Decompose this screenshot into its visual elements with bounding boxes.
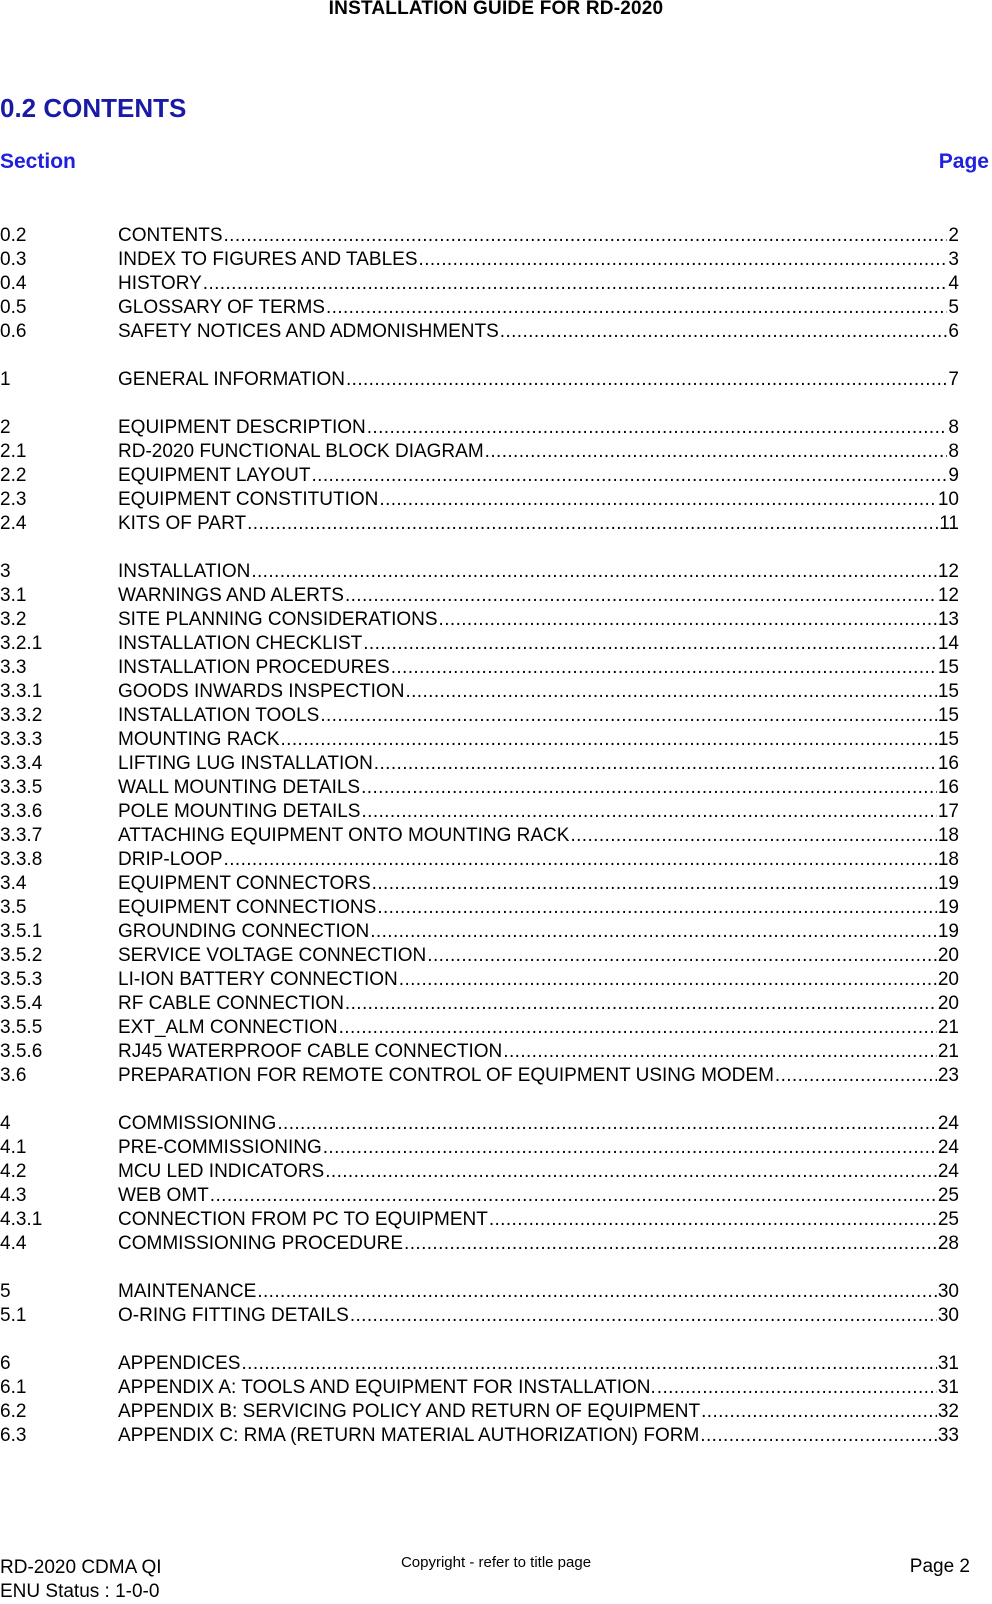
toc-entry-page: 19 <box>937 921 959 942</box>
toc-dot-leader <box>657 1376 937 1400</box>
toc-entry-page: 19 <box>937 873 959 894</box>
toc-entry-page: 24 <box>937 1137 959 1158</box>
toc-entry-number: 3.3.1 <box>0 681 43 702</box>
toc-entry-number: 3.2.1 <box>0 633 43 654</box>
toc-entry-page: 31 <box>937 1353 959 1374</box>
toc-entry[interactable] <box>0 1016 959 1040</box>
toc-dot-leader <box>224 848 937 872</box>
toc-entry[interactable] <box>0 416 959 440</box>
toc-entry-title: RF CABLE CONNECTION <box>118 993 344 1014</box>
toc-entry-page: 30 <box>937 1305 959 1326</box>
toc-dot-leader <box>485 440 948 464</box>
toc-entry-title: INSTALLATION <box>118 561 251 582</box>
toc-entry[interactable] <box>0 512 959 536</box>
toc-entry-page: 23 <box>937 1065 959 1086</box>
toc-entry-number: 6.3 <box>0 1425 27 1446</box>
toc-entry-title: O-RING FITTING DETAILS <box>118 1305 349 1326</box>
toc-entry-number: 3.5.6 <box>0 1041 43 1062</box>
toc-entry-title: RD-2020 FUNCTIONAL BLOCK DIAGRAM <box>118 441 484 462</box>
toc-entry-number: 5 <box>0 1281 11 1302</box>
toc-entry[interactable] <box>0 1400 959 1424</box>
toc-entry-title: APPENDIX A: TOOLS AND EQUIPMENT FOR INSTALLATION. <box>118 1377 656 1398</box>
toc-entry-title: COMMISSIONING PROCEDURE <box>118 1233 404 1254</box>
toc-entry-title: MAINTENANCE <box>118 1281 257 1302</box>
toc-entry-title: EQUIPMENT CONNECTORS <box>118 873 371 894</box>
toc-dot-leader <box>503 1040 937 1064</box>
toc-entry[interactable] <box>0 440 959 464</box>
toc-entry[interactable] <box>0 272 959 296</box>
toc-dot-leader <box>379 488 936 512</box>
toc-dot-leader <box>312 464 948 488</box>
toc-entry-title: EQUIPMENT DESCRIPTION <box>118 417 366 438</box>
toc-entry-page: 31 <box>937 1377 959 1398</box>
toc-dot-leader <box>775 1064 937 1088</box>
toc-entry-page: 12 <box>937 561 959 582</box>
toc-entry-page: 7 <box>948 369 959 390</box>
toc-dot-leader <box>404 1232 937 1256</box>
toc-entry[interactable] <box>0 1304 959 1328</box>
toc-entry[interactable] <box>0 488 959 512</box>
toc-entry-page: 11 <box>939 513 959 534</box>
toc-entry[interactable] <box>0 872 959 896</box>
toc-entry[interactable] <box>0 320 959 344</box>
toc-dot-leader <box>367 416 948 440</box>
toc-entry-number: 3.1 <box>0 585 27 606</box>
toc-entry-number: 3.3.6 <box>0 801 43 822</box>
page-title: 0.2 CONTENTS <box>0 93 187 123</box>
toc-entry-page: 24 <box>937 1161 959 1182</box>
toc-entry-page: 16 <box>937 753 959 774</box>
toc-entry[interactable] <box>0 296 959 320</box>
toc-entry[interactable] <box>0 656 959 680</box>
toc-dot-leader <box>210 1184 937 1208</box>
toc-entry-number: 6.2 <box>0 1401 27 1422</box>
toc-dot-leader <box>363 632 937 656</box>
toc-entry-number: 0.2 <box>0 225 27 246</box>
toc-entry-page: 5 <box>948 297 959 318</box>
toc-entry-title: DRIP-LOOP <box>118 849 223 870</box>
toc-dot-leader <box>339 1016 937 1040</box>
toc-entry-title: WEB OMT <box>118 1185 209 1206</box>
toc-entry-page: 6 <box>948 321 959 342</box>
toc-entry-page: 15 <box>937 705 959 726</box>
toc-entry-page: 25 <box>937 1209 959 1230</box>
toc-dot-leader <box>439 608 937 632</box>
toc-entry-number: 1 <box>0 369 11 390</box>
toc-entry[interactable] <box>0 1424 959 1448</box>
toc-entry-title: RJ45 WATERPROOF CABLE CONNECTION <box>118 1041 503 1062</box>
toc-dot-leader <box>325 1160 937 1184</box>
toc-entry-title: INSTALLATION PROCEDURES <box>118 657 390 678</box>
toc-entry-number: 3.3.7 <box>0 825 43 846</box>
toc-dot-leader <box>361 800 936 824</box>
toc-entry-page: 15 <box>937 657 959 678</box>
toc-entry-title: EQUIPMENT CONSTITUTION <box>118 489 379 510</box>
toc-entry-page: 13 <box>937 609 959 630</box>
toc-entry[interactable] <box>0 1208 959 1232</box>
toc-entry-title: MCU LED INDICATORS <box>118 1161 325 1182</box>
toc-entry-number: 0.6 <box>0 321 27 342</box>
toc-entry-page: 25 <box>937 1185 959 1206</box>
toc-entry[interactable] <box>0 608 959 632</box>
toc-dot-leader <box>570 824 936 848</box>
toc-entry[interactable] <box>0 1136 959 1160</box>
toc-entry-title: INDEX TO FIGURES AND TABLES <box>118 249 418 270</box>
toc-entry-number: 3.3.8 <box>0 849 43 870</box>
toc-entry-number: 3.5.3 <box>0 969 43 990</box>
toc-entry[interactable] <box>0 368 959 392</box>
toc-dot-leader <box>500 320 948 344</box>
toc-entry[interactable] <box>0 1064 959 1088</box>
toc-dot-leader <box>323 1136 937 1160</box>
toc-dot-leader <box>345 992 937 1016</box>
toc-entry-number: 3.3.5 <box>0 777 43 798</box>
toc-entry-title: WALL MOUNTING DETAILS <box>118 777 361 798</box>
toc-dot-leader <box>251 560 937 584</box>
toc-entry[interactable] <box>0 224 959 248</box>
footer-doc-id: RD-2020 CDMA QI <box>0 1557 162 1578</box>
toc-entry-page: 17 <box>937 801 959 822</box>
toc-entry-title: INSTALLATION TOOLS <box>118 705 320 726</box>
toc-entry-page: 21 <box>937 1017 959 1038</box>
toc-entry[interactable] <box>0 896 959 920</box>
toc-entry-title: CONTENTS <box>118 225 223 246</box>
toc-entry[interactable] <box>0 1376 959 1400</box>
toc-entry-number: 4.3.1 <box>0 1209 43 1230</box>
toc-entry[interactable] <box>0 800 959 824</box>
toc-entry-page: 8 <box>948 441 959 462</box>
toc-entry[interactable] <box>0 632 959 656</box>
toc-entry-page: 4 <box>948 273 959 294</box>
toc-entry[interactable] <box>0 1280 959 1304</box>
toc-entry-title: POLE MOUNTING DETAILS <box>118 801 361 822</box>
toc-entry[interactable] <box>0 824 959 848</box>
toc-entry-title: APPENDIX B: SERVICING POLICY AND RETURN OF EQUIPMENT <box>118 1401 701 1422</box>
toc-entry-number: 2.2 <box>0 465 27 486</box>
toc-entry-number: 2.3 <box>0 489 27 510</box>
toc-entry-number: 2 <box>0 417 11 438</box>
toc-entry-page: 8 <box>948 417 959 438</box>
toc-entry-page: 9 <box>948 465 959 486</box>
footer-status: ENU Status : 1-0-0 <box>0 1581 160 1602</box>
toc-entry[interactable] <box>0 464 959 488</box>
toc-entry-page: 14 <box>937 633 959 654</box>
toc-entry-number: 4.3 <box>0 1185 27 1206</box>
toc-dot-leader <box>700 1424 937 1448</box>
toc-entry-number: 2.4 <box>0 513 27 534</box>
toc-entry-number: 5.1 <box>0 1305 27 1326</box>
toc-entry-title: PREPARATION FOR REMOTE CONTROL OF EQUIPMENT USING MODEM <box>118 1065 774 1086</box>
toc-dot-leader <box>224 224 948 248</box>
toc-entry-title: APPENDICES <box>118 1353 241 1374</box>
toc-entry-number: 0.4 <box>0 273 27 294</box>
toc-dot-leader <box>399 968 937 992</box>
toc-entry-number: 6 <box>0 1353 11 1374</box>
toc-dot-leader <box>391 656 937 680</box>
toc-entry-number: 4.4 <box>0 1233 27 1254</box>
toc-entry-title: GENERAL INFORMATION <box>118 369 345 390</box>
toc-entry-title: PRE-COMMISSIONING <box>118 1137 322 1158</box>
toc-dot-leader <box>281 728 937 752</box>
toc-entry-title: GOODS INWARDS INSPECTION <box>118 681 405 702</box>
toc-entry-page: 10 <box>937 489 959 510</box>
toc-dot-leader <box>350 1304 937 1328</box>
toc-entry-page: 15 <box>937 681 959 702</box>
toc-dot-leader <box>277 1112 937 1136</box>
toc-entry-page: 2 <box>948 225 959 246</box>
toc-entry-page: 20 <box>937 969 959 990</box>
toc-entry-title: LI-ION BATTERY CONNECTION <box>118 969 398 990</box>
toc-dot-leader <box>427 944 937 968</box>
toc-dot-leader <box>419 248 948 272</box>
toc-dot-leader <box>203 272 948 296</box>
toc-dot-leader <box>374 752 937 776</box>
toc-entry[interactable] <box>0 704 959 728</box>
toc-entry[interactable] <box>0 944 959 968</box>
toc-entry-title: GLOSSARY OF TERMS <box>118 297 325 318</box>
toc-entry[interactable] <box>0 1112 959 1136</box>
toc-dot-leader <box>361 776 937 800</box>
toc-entry-number: 2.1 <box>0 441 27 462</box>
toc-entry-number: 3.5.4 <box>0 993 43 1014</box>
toc-dot-leader <box>372 872 937 896</box>
toc-entry-page: 33 <box>937 1425 959 1446</box>
toc-entry-page: 16 <box>937 777 959 798</box>
toc-dot-leader <box>489 1208 937 1232</box>
toc-entry[interactable] <box>0 920 959 944</box>
toc-entry-title: CONNECTION FROM PC TO EQUIPMENT <box>118 1209 488 1230</box>
toc-entry[interactable] <box>0 680 959 704</box>
toc-entry-title: HISTORY <box>118 273 202 294</box>
toc-entry-page: 3 <box>948 249 959 270</box>
toc-entry-number: 3.4 <box>0 873 27 894</box>
toc-entry[interactable] <box>0 1184 959 1208</box>
toc-entry-number: 3.2 <box>0 609 27 630</box>
toc-entry-title: SERVICE VOLTAGE CONNECTION <box>118 945 427 966</box>
toc-entry-title: EQUIPMENT CONNECTIONS <box>118 897 377 918</box>
toc-entry[interactable] <box>0 992 959 1016</box>
toc-entry-title: WARNINGS AND ALERTS <box>118 585 344 606</box>
toc-entry[interactable] <box>0 1160 959 1184</box>
toc-entry-page: 24 <box>937 1113 959 1134</box>
toc-entry-title: SITE PLANNING CONSIDERATIONS <box>118 609 438 630</box>
toc-entry-page: 20 <box>937 993 959 1014</box>
toc-entry-title: EXT_ALM CONNECTION <box>118 1017 338 1038</box>
toc-dot-leader <box>345 584 937 608</box>
toc-entry[interactable] <box>0 968 959 992</box>
toc-entry-number: 3.5.1 <box>0 921 43 942</box>
toc-entry-number: 6.1 <box>0 1377 27 1398</box>
toc-entry-page: 18 <box>937 825 959 846</box>
toc-dot-leader <box>247 512 938 536</box>
toc-entry-page: 19 <box>937 897 959 918</box>
toc-entry-number: 3.3 <box>0 657 27 678</box>
toc-dot-leader <box>326 296 947 320</box>
toc-entry[interactable] <box>0 776 959 800</box>
toc-entry-page: 20 <box>937 945 959 966</box>
toc-dot-leader <box>405 680 936 704</box>
toc-entry-number: 3.6 <box>0 1065 27 1086</box>
toc-entry-number: 4.2 <box>0 1161 27 1182</box>
page-column-header: Page <box>938 150 989 173</box>
toc-dot-leader <box>320 704 937 728</box>
toc-dot-leader <box>370 920 937 944</box>
toc-entry-page: 18 <box>937 849 959 870</box>
toc-entry-page: 21 <box>937 1041 959 1062</box>
toc-entry[interactable] <box>0 728 959 752</box>
toc-entry-page: 32 <box>937 1401 959 1422</box>
toc-dot-leader <box>701 1400 937 1424</box>
toc-entry-title: COMMISSIONING <box>118 1113 277 1134</box>
toc-entry[interactable] <box>0 848 959 872</box>
toc-entry-number: 3.5.2 <box>0 945 43 966</box>
toc-entry-page: 15 <box>937 729 959 750</box>
document-header-title: INSTALLATION GUIDE FOR RD-2020 <box>328 0 664 19</box>
toc-entry-title: MOUNTING RACK <box>118 729 280 750</box>
toc-entry-title: LIFTING LUG INSTALLATION <box>118 753 373 774</box>
toc-entry[interactable] <box>0 560 959 584</box>
toc-entry-title: ATTACHING EQUIPMENT ONTO MOUNTING RACK <box>118 825 570 846</box>
toc-entry[interactable] <box>0 1352 959 1376</box>
toc-entry-title: INSTALLATION CHECKLIST <box>118 633 363 654</box>
section-column-header: Section <box>0 150 76 173</box>
toc-entry-number: 3.3.2 <box>0 705 43 726</box>
toc-entry-number: 3 <box>0 561 11 582</box>
footer-copyright: Copyright - refer to title page <box>400 1554 592 1571</box>
toc-entry-number: 0.3 <box>0 249 27 270</box>
toc-dot-leader <box>346 368 947 392</box>
toc-dot-leader <box>241 1352 936 1376</box>
toc-entry-number: 0.5 <box>0 297 27 318</box>
table-of-contents <box>0 224 959 1448</box>
toc-entry[interactable] <box>0 584 959 608</box>
toc-entry-title: GROUNDING CONNECTION <box>118 921 370 942</box>
toc-entry-number: 3.5 <box>0 897 27 918</box>
toc-dot-leader <box>377 896 937 920</box>
toc-entry-number: 3.3.4 <box>0 753 43 774</box>
toc-entry-title: EQUIPMENT LAYOUT <box>118 465 311 486</box>
toc-entry[interactable] <box>0 248 959 272</box>
toc-entry[interactable] <box>0 752 959 776</box>
toc-dot-leader <box>257 1280 937 1304</box>
toc-entry[interactable] <box>0 1232 959 1256</box>
toc-entry-number: 4 <box>0 1113 11 1134</box>
toc-entry-title: APPENDIX C: RMA (RETURN MATERIAL AUTHORIZATION) FORM <box>118 1425 700 1446</box>
toc-entry-title: KITS OF PART <box>118 513 247 534</box>
toc-entry-page: 28 <box>937 1233 959 1254</box>
toc-entry-page: 30 <box>937 1281 959 1302</box>
footer-page-number: Page 2 <box>909 1556 970 1577</box>
toc-entry-page: 12 <box>937 585 959 606</box>
toc-entry[interactable] <box>0 1040 959 1064</box>
toc-entry-number: 3.5.5 <box>0 1017 43 1038</box>
toc-entry-number: 3.3.3 <box>0 729 43 750</box>
toc-entry-number: 4.1 <box>0 1137 27 1158</box>
toc-entry-title: SAFETY NOTICES AND ADMONISHMENTS <box>118 321 499 342</box>
